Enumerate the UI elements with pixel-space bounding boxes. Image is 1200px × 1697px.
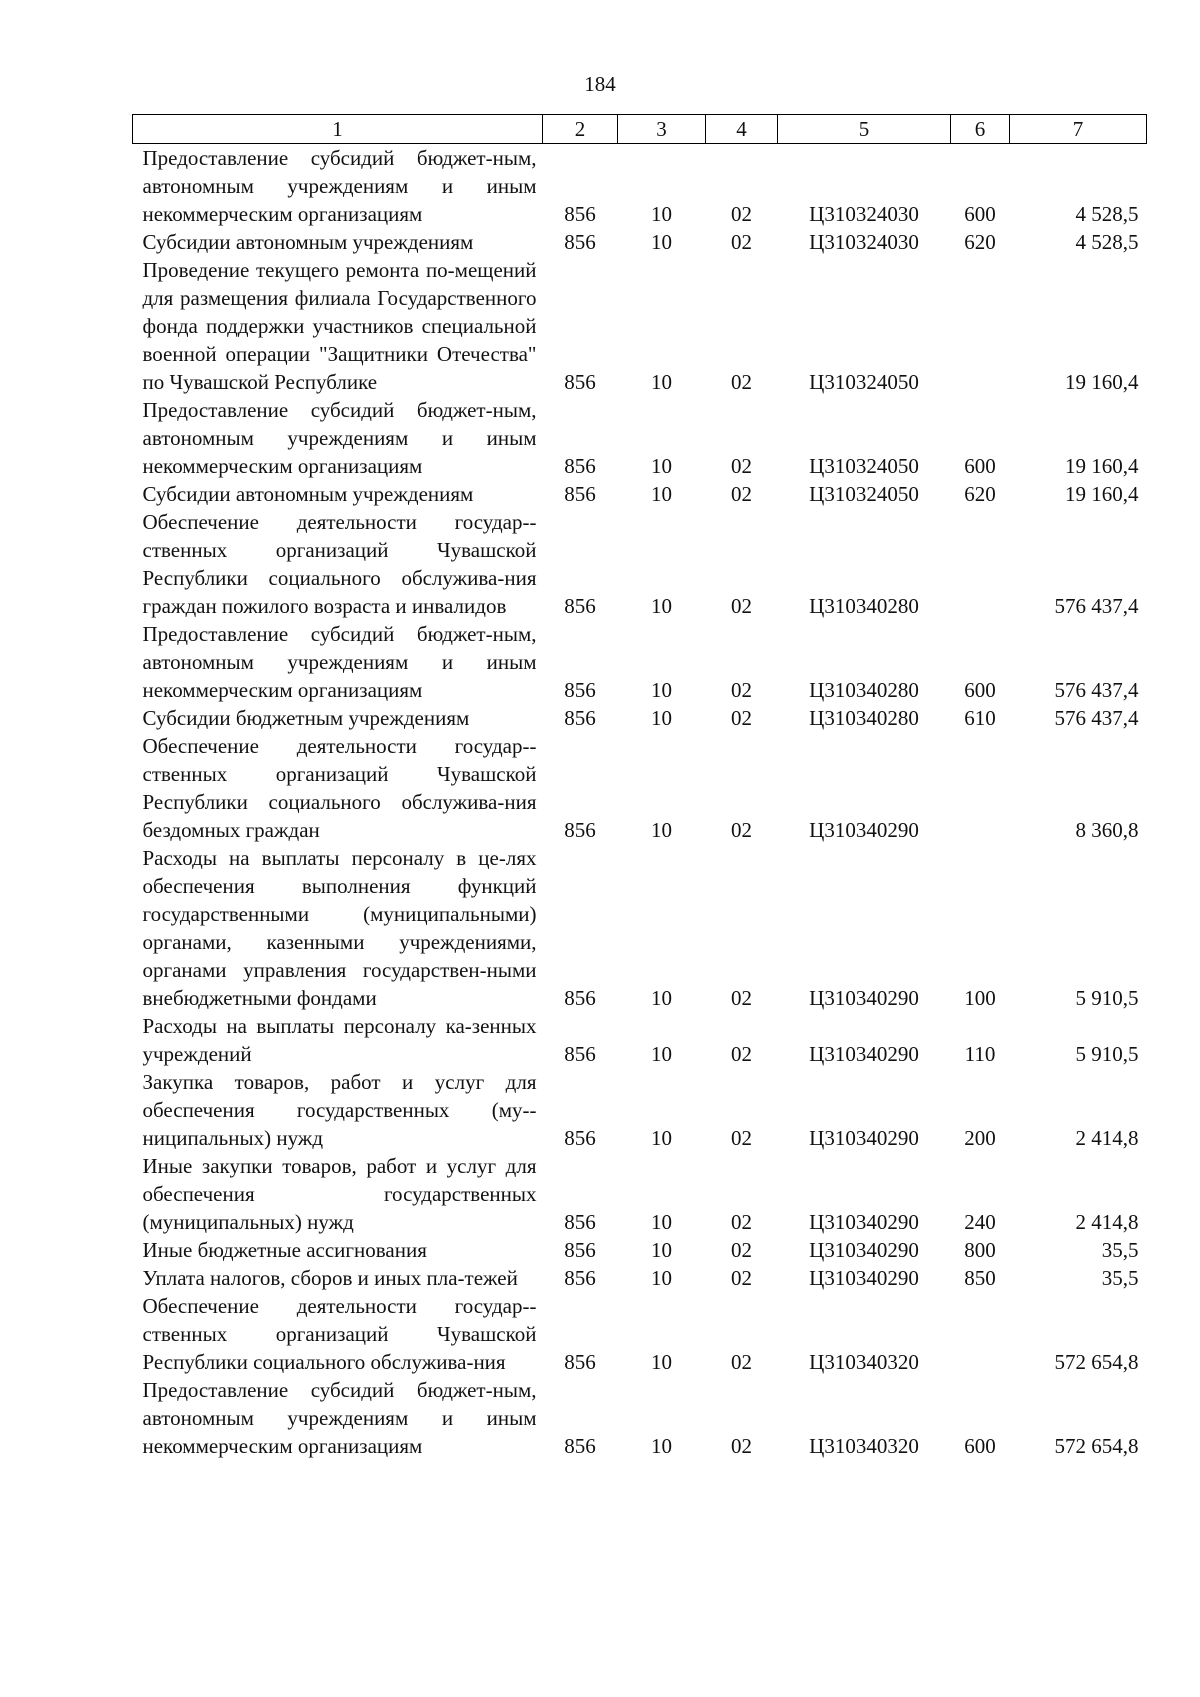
- amount-cell: 19 160,4: [1065, 370, 1139, 394]
- expense-type-cell: [951, 508, 1010, 620]
- ministry-code-cell: 856: [564, 986, 596, 1010]
- table-row: [133, 396, 1147, 480]
- ministry-code-cell: 856: [564, 678, 596, 702]
- ministry-code-cell: 856: [564, 1434, 596, 1458]
- amount-cell: 572 654,8: [1054, 1434, 1139, 1458]
- subsection-code-cell: 02: [731, 1042, 752, 1066]
- subsection-code-cell: 02: [731, 1126, 752, 1150]
- target-article-cell: Ц310340320: [809, 1350, 919, 1374]
- budget-table: [132, 114, 1147, 1460]
- expense-name-cell: Субсидии бюджетным учреждениям: [142, 706, 470, 730]
- section-code-cell: 10: [651, 1210, 672, 1234]
- target-article-cell: Ц310340290: [809, 986, 919, 1010]
- target-article-cell: Ц310324030: [809, 230, 919, 254]
- amount-cell: 19 160,4: [1065, 482, 1139, 506]
- subsection-code-cell: 02: [731, 454, 752, 478]
- column-header-7: 7: [1010, 115, 1147, 144]
- amount-cell: 4 528,5: [1075, 202, 1139, 226]
- table-row: [133, 1376, 1147, 1460]
- expense-type-cell: 620: [964, 230, 996, 254]
- expense-type-cell: 850: [964, 1266, 996, 1290]
- expense-name-cell: Закупка товаров, работ и услуг для обеспечения государственных (му-ниципальных) нужд: [142, 1070, 537, 1150]
- table-row: [133, 704, 1147, 732]
- section-code-cell: 10: [651, 818, 672, 842]
- section-code-cell: 10: [651, 986, 672, 1010]
- table-row: [133, 620, 1147, 704]
- amount-cell: 576 437,4: [1054, 678, 1139, 702]
- table-row: [133, 1236, 1147, 1264]
- expense-name-cell: Предоставление субсидий бюджет-ным, автономным учреждениям и иным некоммерческим организациям: [142, 622, 537, 702]
- target-article-cell: Ц310324050: [809, 454, 919, 478]
- expense-type-cell: 600: [964, 678, 996, 702]
- column-header-6: 6: [951, 115, 1010, 144]
- table-row: [133, 256, 1147, 396]
- ministry-code-cell: 856: [564, 706, 596, 730]
- section-code-cell: 10: [651, 594, 672, 618]
- ministry-code-cell: 856: [564, 482, 596, 506]
- expense-name-cell: Уплата налогов, сборов и иных пла-тежей: [142, 1266, 518, 1290]
- ministry-code-cell: 856: [564, 454, 596, 478]
- table-body: [133, 144, 1147, 1461]
- section-code-cell: 10: [651, 202, 672, 226]
- target-article-cell: Ц310340290: [809, 1126, 919, 1150]
- expense-name-cell: Предоставление субсидий бюджет-ным, автономным учреждениям и иным некоммерческим организациям: [142, 398, 537, 478]
- expense-type-cell: 620: [964, 482, 996, 506]
- expense-name-cell: Предоставление субсидий бюджет-ным, автономным учреждениям и иным некоммерческим организациям: [142, 1378, 537, 1458]
- subsection-code-cell: 02: [731, 1434, 752, 1458]
- section-code-cell: 10: [651, 1350, 672, 1374]
- target-article-cell: Ц310340280: [809, 594, 919, 618]
- target-article-cell: Ц310324050: [809, 482, 919, 506]
- column-header-5: 5: [778, 115, 951, 144]
- section-code-cell: 10: [651, 230, 672, 254]
- table-row: [133, 480, 1147, 508]
- table-row: [133, 732, 1147, 844]
- expense-type-cell: 200: [964, 1126, 996, 1150]
- expense-type-cell: 600: [964, 202, 996, 226]
- target-article-cell: Ц310340290: [809, 1266, 919, 1290]
- amount-cell: 572 654,8: [1054, 1350, 1139, 1374]
- page-number: 184: [584, 72, 616, 96]
- table-header-row: [133, 115, 1147, 144]
- expense-name-cell: Иные бюджетные ассигнования: [142, 1238, 427, 1262]
- ministry-code-cell: 856: [564, 818, 596, 842]
- section-code-cell: 10: [651, 454, 672, 478]
- expense-type-cell: 100: [964, 986, 996, 1010]
- expense-name-cell: Обеспечение деятельности государ-ственных организаций Чувашской Республики социального обслужива-ния: [142, 1294, 537, 1374]
- ministry-code-cell: 856: [564, 1042, 596, 1066]
- subsection-code-cell: 02: [731, 986, 752, 1010]
- ministry-code-cell: 856: [564, 1350, 596, 1374]
- column-header-4: 4: [706, 115, 778, 144]
- amount-cell: 19 160,4: [1065, 454, 1139, 478]
- expense-type-cell: 600: [964, 454, 996, 478]
- ministry-code-cell: 856: [564, 1238, 596, 1262]
- ministry-code-cell: 856: [564, 1210, 596, 1234]
- table-row: [133, 1068, 1147, 1152]
- subsection-code-cell: 02: [731, 202, 752, 226]
- subsection-code-cell: 02: [731, 594, 752, 618]
- subsection-code-cell: 02: [731, 818, 752, 842]
- target-article-cell: Ц310340280: [809, 678, 919, 702]
- amount-cell: 5 910,5: [1075, 1042, 1139, 1066]
- table-row: [133, 144, 1147, 229]
- target-article-cell: Ц310324050: [809, 370, 919, 394]
- amount-cell: 5 910,5: [1075, 986, 1139, 1010]
- expense-type-cell: 610: [964, 706, 996, 730]
- expense-name-cell: Проведение текущего ремонта по-мещений для размещения филиала Государственного фонда поддержки участников специальной военной операции "Защитники Отечества" по Чувашской Республике: [142, 258, 537, 394]
- expense-name-cell: Субсидии автономным учреждениям: [142, 482, 474, 506]
- section-code-cell: 10: [651, 370, 672, 394]
- table-row: [133, 1152, 1147, 1236]
- amount-cell: 2 414,8: [1075, 1210, 1139, 1234]
- expense-type-cell: [951, 256, 1010, 396]
- amount-cell: 8 360,8: [1075, 818, 1139, 842]
- target-article-cell: Ц310340290: [809, 1042, 919, 1066]
- subsection-code-cell: 02: [731, 230, 752, 254]
- amount-cell: 35,5: [1101, 1238, 1139, 1262]
- amount-cell: 576 437,4: [1054, 594, 1139, 618]
- ministry-code-cell: 856: [564, 370, 596, 394]
- amount-cell: 35,5: [1101, 1266, 1139, 1290]
- subsection-code-cell: 02: [731, 1266, 752, 1290]
- expense-type-cell: 240: [964, 1210, 996, 1234]
- expense-name-cell: Обеспечение деятельности государ-ственных организаций Чувашской Республики социального обслужива-ния граждан пожилого возраста и инвалидов: [142, 510, 537, 618]
- section-code-cell: 10: [651, 1042, 672, 1066]
- expense-type-cell: 800: [964, 1238, 996, 1262]
- amount-cell: 2 414,8: [1075, 1126, 1139, 1150]
- expense-name-cell: Обеспечение деятельности государ-ственных организаций Чувашской Республики социального обслужива-ния бездомных граждан: [142, 734, 537, 842]
- subsection-code-cell: 02: [731, 1238, 752, 1262]
- expense-name-cell: Расходы на выплаты персоналу в це-лях обеспечения выполнения функций государственными (муниципальными) органами, казенными учреждениями, органами управления государствен-ными внебюджетными фондами: [142, 846, 537, 1010]
- section-code-cell: 10: [651, 706, 672, 730]
- ministry-code-cell: 856: [564, 1266, 596, 1290]
- subsection-code-cell: 02: [731, 1350, 752, 1374]
- expense-name-cell: Предоставление субсидий бюджет-ным, автономным учреждениям и иным некоммерческим организациям: [142, 146, 537, 226]
- target-article-cell: Ц310340290: [809, 1210, 919, 1234]
- column-header-2: 2: [543, 115, 618, 144]
- ministry-code-cell: 856: [564, 230, 596, 254]
- section-code-cell: 10: [651, 1434, 672, 1458]
- subsection-code-cell: 02: [731, 678, 752, 702]
- table-row: [133, 508, 1147, 620]
- section-code-cell: 10: [651, 678, 672, 702]
- ministry-code-cell: 856: [564, 202, 596, 226]
- target-article-cell: Ц310340290: [809, 818, 919, 842]
- expense-type-cell: 600: [964, 1434, 996, 1458]
- expense-type-cell: [951, 732, 1010, 844]
- table-row: [133, 1264, 1147, 1292]
- target-article-cell: Ц310324030: [809, 202, 919, 226]
- column-header-1: 1: [133, 115, 543, 144]
- target-article-cell: Ц310340280: [809, 706, 919, 730]
- target-article-cell: Ц310340320: [809, 1434, 919, 1458]
- table-row: [133, 228, 1147, 256]
- subsection-code-cell: 02: [731, 370, 752, 394]
- expense-name-cell: Иные закупки товаров, работ и услуг для обеспечения государственных (муниципальных) нужд: [142, 1154, 537, 1234]
- section-code-cell: 10: [651, 1266, 672, 1290]
- table-row: [133, 844, 1147, 1012]
- subsection-code-cell: 02: [731, 706, 752, 730]
- target-article-cell: Ц310340290: [809, 1238, 919, 1262]
- subsection-code-cell: 02: [731, 1210, 752, 1234]
- section-code-cell: 10: [651, 482, 672, 506]
- table-row: [133, 1292, 1147, 1376]
- amount-cell: 576 437,4: [1054, 706, 1139, 730]
- amount-cell: 4 528,5: [1075, 230, 1139, 254]
- ministry-code-cell: 856: [564, 594, 596, 618]
- section-code-cell: 10: [651, 1238, 672, 1262]
- table-row: [133, 1012, 1147, 1068]
- expense-name-cell: Субсидии автономным учреждениям: [142, 230, 474, 254]
- ministry-code-cell: 856: [564, 1126, 596, 1150]
- expense-type-cell: 110: [964, 1042, 996, 1066]
- expense-name-cell: Расходы на выплаты персоналу ка-зенных учреждений: [142, 1014, 537, 1066]
- column-header-3: 3: [618, 115, 706, 144]
- section-code-cell: 10: [651, 1126, 672, 1150]
- subsection-code-cell: 02: [731, 482, 752, 506]
- expense-type-cell: [951, 1292, 1010, 1376]
